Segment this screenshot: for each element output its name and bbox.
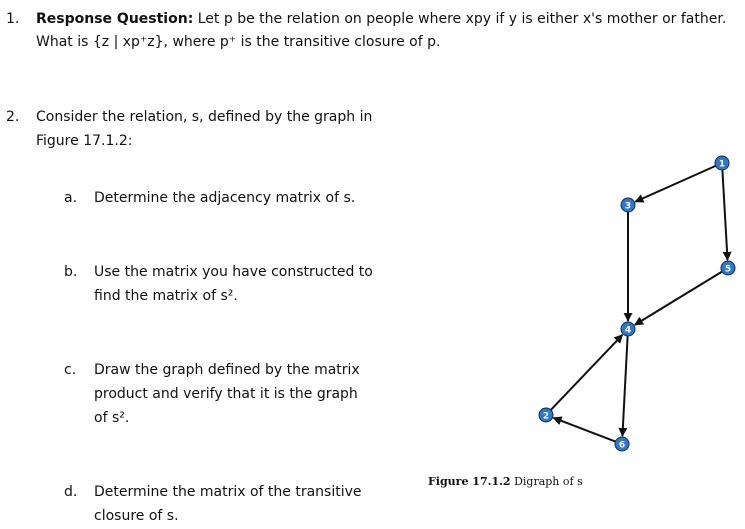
q2-line-1: Consider the relation, s, defined by the graph in (36, 109, 373, 125)
node-1 (715, 156, 729, 170)
node-label: 6 (618, 440, 626, 451)
part-a-line-1: Determine the adjacency matrix of s. (94, 190, 356, 206)
q1-line-2: What is {z | xp⁺z}, where p⁺ is the transitive closure of p. (36, 34, 441, 50)
q1-label: Response Question: (36, 11, 194, 27)
node-6 (615, 437, 629, 451)
part-d-line-1: Determine the matrix of the transitive (94, 484, 362, 500)
part-b-line-2: find the matrix of s². (94, 288, 238, 304)
part-b-line-1: Use the matrix you have constructed to (94, 264, 373, 280)
node-3 (621, 198, 635, 212)
node-label: 5 (724, 264, 732, 275)
edge-6-to-2 (553, 418, 615, 442)
part-c-line-2: product and verify that it is the graph (94, 386, 358, 402)
part-d-letter: d. (64, 484, 78, 500)
q2-number: 2. (6, 109, 20, 125)
part-c-line-1: Draw the graph defined by the matrix (94, 362, 360, 378)
node-4 (621, 322, 635, 336)
edge-1-to-5 (722, 170, 727, 260)
edge-1-to-3 (635, 166, 715, 202)
node-2 (539, 408, 553, 422)
part-c-letter: c. (64, 362, 77, 378)
digraph-edges (551, 166, 728, 442)
figure-caption-label: Figure 17.1.2 (428, 475, 511, 488)
edge-5-to-4 (635, 272, 722, 325)
part-d-line-2: closure of s. (94, 508, 179, 524)
edge-4-to-6 (622, 336, 627, 436)
node-label: 4 (624, 325, 632, 336)
part-a-letter: a. (64, 190, 78, 206)
q1-number: 1. (6, 11, 20, 27)
node-5 (721, 261, 735, 275)
figure-caption-text: Digraph of s (510, 475, 583, 488)
q1-text: Let p be the relation on people where xpy if y is either x's mother or father. (193, 11, 727, 27)
node-label: 2 (542, 411, 550, 422)
part-c-line-3: of s². (94, 410, 130, 426)
part-b-letter: b. (64, 264, 78, 280)
node-label: 3 (624, 201, 632, 212)
q2-line-2: Figure 17.1.2: (36, 133, 133, 149)
edge-2-to-4 (551, 335, 623, 410)
node-label: 1 (718, 159, 726, 170)
